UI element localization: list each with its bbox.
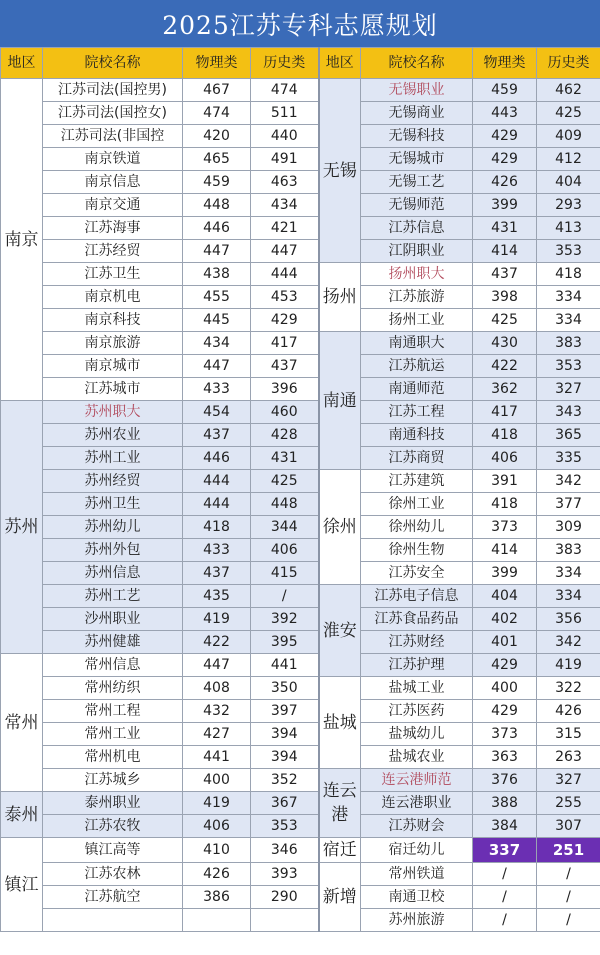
school-name: 苏州旅游 bbox=[361, 909, 473, 932]
school-name: 江苏航空 bbox=[43, 886, 183, 909]
history-score: 327 bbox=[537, 769, 600, 792]
table-row bbox=[1, 654, 600, 677]
history-score: 293 bbox=[537, 194, 600, 217]
school-name: 无锡职业 bbox=[361, 79, 473, 102]
region-cell: 镇江 bbox=[1, 838, 43, 932]
school-name: 江阴职业 bbox=[361, 240, 473, 263]
school-name: 无锡工艺 bbox=[361, 171, 473, 194]
physics-score: 401 bbox=[473, 631, 537, 654]
school-name: 苏州卫生 bbox=[43, 493, 183, 516]
physics-score: 437 bbox=[183, 424, 251, 447]
school-name: 无锡科技 bbox=[361, 125, 473, 148]
school-name: 苏州农业 bbox=[43, 424, 183, 447]
history-score: / bbox=[251, 585, 319, 608]
header-school: 院校名称 bbox=[43, 48, 183, 79]
physics-score: 406 bbox=[473, 447, 537, 470]
region-cell: 泰州 bbox=[1, 792, 43, 838]
school-name: 沙州职业 bbox=[43, 608, 183, 631]
history-score: 395 bbox=[251, 631, 319, 654]
physics-score: 420 bbox=[183, 125, 251, 148]
header-row bbox=[1, 48, 600, 79]
history-score: 463 bbox=[251, 171, 319, 194]
physics-score: 459 bbox=[473, 79, 537, 102]
physics-score: 433 bbox=[183, 539, 251, 562]
history-score: 425 bbox=[537, 102, 600, 125]
school-name: 江苏卫生 bbox=[43, 263, 183, 286]
school-name: 常州信息 bbox=[43, 654, 183, 677]
history-score: 406 bbox=[251, 539, 319, 562]
history-score: 409 bbox=[537, 125, 600, 148]
school-name: 南京旅游 bbox=[43, 332, 183, 355]
school-name: 南京科技 bbox=[43, 309, 183, 332]
history-score: 377 bbox=[537, 493, 600, 516]
physics-score: 438 bbox=[183, 263, 251, 286]
school-name: 江苏农林 bbox=[43, 863, 183, 886]
school-name: 苏州健雄 bbox=[43, 631, 183, 654]
history-score: / bbox=[537, 886, 600, 909]
region-cell: 徐州 bbox=[319, 470, 361, 585]
school-name: 无锡师范 bbox=[361, 194, 473, 217]
table-row bbox=[1, 125, 600, 148]
physics-score: 417 bbox=[473, 401, 537, 424]
physics-score: 445 bbox=[183, 309, 251, 332]
history-score: 315 bbox=[537, 723, 600, 746]
physics-score: 437 bbox=[183, 562, 251, 585]
physics-score: 448 bbox=[183, 194, 251, 217]
physics-score: 337 bbox=[473, 838, 537, 863]
history-score bbox=[251, 909, 319, 932]
history-score: 342 bbox=[537, 470, 600, 493]
region-cell: 南京 bbox=[1, 79, 43, 401]
school-name: 江苏建筑 bbox=[361, 470, 473, 493]
school-name: 苏州工艺 bbox=[43, 585, 183, 608]
table-row bbox=[1, 909, 600, 932]
physics-score: 410 bbox=[183, 838, 251, 863]
history-score: 342 bbox=[537, 631, 600, 654]
school-name: 无锡城市 bbox=[361, 148, 473, 171]
school-name: 南通职大 bbox=[361, 332, 473, 355]
school-name: 宿迁幼儿 bbox=[361, 838, 473, 863]
physics-score: 376 bbox=[473, 769, 537, 792]
history-score: 383 bbox=[537, 539, 600, 562]
physics-score: 425 bbox=[473, 309, 537, 332]
history-score: 353 bbox=[537, 355, 600, 378]
history-score: 431 bbox=[251, 447, 319, 470]
school-name: 南通卫校 bbox=[361, 886, 473, 909]
school-name: 江苏城市 bbox=[43, 378, 183, 401]
history-score: 334 bbox=[537, 562, 600, 585]
table-row bbox=[1, 378, 600, 401]
physics-score: 414 bbox=[473, 240, 537, 263]
physics-score: 437 bbox=[473, 263, 537, 286]
history-score: 429 bbox=[251, 309, 319, 332]
school-name: 徐州工业 bbox=[361, 493, 473, 516]
history-score: 307 bbox=[537, 815, 600, 838]
physics-score: 391 bbox=[473, 470, 537, 493]
region-cell: 扬州 bbox=[319, 263, 361, 332]
header-region: 地区 bbox=[1, 48, 43, 79]
region-cell: 淮安 bbox=[319, 585, 361, 677]
physics-score: 430 bbox=[473, 332, 537, 355]
table-body bbox=[1, 79, 600, 932]
physics-score: 426 bbox=[183, 863, 251, 886]
physics-score: 443 bbox=[473, 102, 537, 125]
physics-score: 404 bbox=[473, 585, 537, 608]
school-name: 盐城工业 bbox=[361, 677, 473, 700]
school-name: 镇江高等 bbox=[43, 838, 183, 863]
history-score: 393 bbox=[251, 863, 319, 886]
table-row bbox=[1, 723, 600, 746]
history-score: 413 bbox=[537, 217, 600, 240]
physics-score: 433 bbox=[183, 378, 251, 401]
school-name: 南京交通 bbox=[43, 194, 183, 217]
physics-score: 399 bbox=[473, 562, 537, 585]
header-physics: 物理类 bbox=[183, 48, 251, 79]
physics-score: 373 bbox=[473, 516, 537, 539]
header-history: 历史类 bbox=[251, 48, 319, 79]
physics-score: 386 bbox=[183, 886, 251, 909]
history-score: 344 bbox=[251, 516, 319, 539]
physics-score: 429 bbox=[473, 654, 537, 677]
table-row bbox=[1, 286, 600, 309]
physics-score: 447 bbox=[183, 654, 251, 677]
header-history: 历史类 bbox=[537, 48, 600, 79]
school-name: 扬州职大 bbox=[361, 263, 473, 286]
physics-score: 446 bbox=[183, 217, 251, 240]
physics-score: 406 bbox=[183, 815, 251, 838]
table-row bbox=[1, 792, 600, 815]
table-row bbox=[1, 309, 600, 332]
history-score: 263 bbox=[537, 746, 600, 769]
history-score: 418 bbox=[537, 263, 600, 286]
table-row bbox=[1, 102, 600, 125]
table-row bbox=[1, 171, 600, 194]
header-region: 地区 bbox=[319, 48, 361, 79]
history-score: 397 bbox=[251, 700, 319, 723]
school-name: 连云港职业 bbox=[361, 792, 473, 815]
school-name: 江苏安全 bbox=[361, 562, 473, 585]
history-score: 367 bbox=[251, 792, 319, 815]
table-row bbox=[1, 769, 600, 792]
physics-score bbox=[183, 909, 251, 932]
school-name: 苏州信息 bbox=[43, 562, 183, 585]
history-score: 334 bbox=[537, 286, 600, 309]
history-score: 453 bbox=[251, 286, 319, 309]
school-name: 江苏司法(国控男) bbox=[43, 79, 183, 102]
history-score: 383 bbox=[537, 332, 600, 355]
school-name: 江苏司法(非国控 bbox=[43, 125, 183, 148]
physics-score: 400 bbox=[473, 677, 537, 700]
region-cell: 常州 bbox=[1, 654, 43, 792]
school-name: 苏州职大 bbox=[43, 401, 183, 424]
history-score: 511 bbox=[251, 102, 319, 125]
history-score: 353 bbox=[537, 240, 600, 263]
school-name: 盐城幼儿 bbox=[361, 723, 473, 746]
school-name: 江苏医药 bbox=[361, 700, 473, 723]
school-name: 南京信息 bbox=[43, 171, 183, 194]
school-name: 苏州外包 bbox=[43, 539, 183, 562]
history-score: 404 bbox=[537, 171, 600, 194]
history-score: 434 bbox=[251, 194, 319, 217]
physics-score: 447 bbox=[183, 240, 251, 263]
physics-score: 418 bbox=[473, 493, 537, 516]
physics-score: 431 bbox=[473, 217, 537, 240]
physics-score: 388 bbox=[473, 792, 537, 815]
school-name: 南京铁道 bbox=[43, 148, 183, 171]
history-score: 353 bbox=[251, 815, 319, 838]
physics-score: 408 bbox=[183, 677, 251, 700]
physics-score: 399 bbox=[473, 194, 537, 217]
history-score: 356 bbox=[537, 608, 600, 631]
region-cell: 南通 bbox=[319, 332, 361, 470]
school-name: 苏州工业 bbox=[43, 447, 183, 470]
history-score: 421 bbox=[251, 217, 319, 240]
school-name: 常州铁道 bbox=[361, 863, 473, 886]
school-name: 江苏海事 bbox=[43, 217, 183, 240]
school-name: 江苏工程 bbox=[361, 401, 473, 424]
region-cell: 宿迁 bbox=[319, 838, 361, 863]
history-score: 346 bbox=[251, 838, 319, 863]
physics-score: 454 bbox=[183, 401, 251, 424]
physics-score: 422 bbox=[473, 355, 537, 378]
school-name: 江苏旅游 bbox=[361, 286, 473, 309]
school-name: 江苏经贸 bbox=[43, 240, 183, 263]
history-score: 440 bbox=[251, 125, 319, 148]
physics-score: 429 bbox=[473, 125, 537, 148]
table-row bbox=[1, 79, 600, 102]
history-score: 322 bbox=[537, 677, 600, 700]
physics-score: 402 bbox=[473, 608, 537, 631]
physics-score: 384 bbox=[473, 815, 537, 838]
school-name: 江苏航运 bbox=[361, 355, 473, 378]
table-row bbox=[1, 493, 600, 516]
physics-score: 414 bbox=[473, 539, 537, 562]
school-name: 江苏护理 bbox=[361, 654, 473, 677]
history-score: 419 bbox=[537, 654, 600, 677]
table-row bbox=[1, 539, 600, 562]
table-row bbox=[1, 217, 600, 240]
school-name: 江苏食品药品 bbox=[361, 608, 473, 631]
history-score: 365 bbox=[537, 424, 600, 447]
physics-score: 398 bbox=[473, 286, 537, 309]
history-score: 255 bbox=[537, 792, 600, 815]
school-name: 南通科技 bbox=[361, 424, 473, 447]
physics-score: 427 bbox=[183, 723, 251, 746]
region-cell: 连云港 bbox=[319, 769, 361, 838]
table-row bbox=[1, 677, 600, 700]
school-name: 江苏商贸 bbox=[361, 447, 473, 470]
table-row bbox=[1, 355, 600, 378]
table-row bbox=[1, 470, 600, 493]
history-score: 352 bbox=[251, 769, 319, 792]
school-name: 江苏电子信息 bbox=[361, 585, 473, 608]
history-score: 425 bbox=[251, 470, 319, 493]
physics-score: 467 bbox=[183, 79, 251, 102]
school-name: 徐州幼儿 bbox=[361, 516, 473, 539]
history-score: 394 bbox=[251, 723, 319, 746]
physics-score: 418 bbox=[473, 424, 537, 447]
physics-score: 373 bbox=[473, 723, 537, 746]
physics-score: 444 bbox=[183, 493, 251, 516]
physics-score: 465 bbox=[183, 148, 251, 171]
history-score: 309 bbox=[537, 516, 600, 539]
physics-score: 363 bbox=[473, 746, 537, 769]
school-name: 南通师范 bbox=[361, 378, 473, 401]
school-name: 南京机电 bbox=[43, 286, 183, 309]
region-cell: 苏州 bbox=[1, 401, 43, 654]
table-row bbox=[1, 562, 600, 585]
history-score: 412 bbox=[537, 148, 600, 171]
physics-score: 474 bbox=[183, 102, 251, 125]
physics-score: 459 bbox=[183, 171, 251, 194]
school-name: 常州工程 bbox=[43, 700, 183, 723]
table-row bbox=[1, 700, 600, 723]
history-score: 491 bbox=[251, 148, 319, 171]
school-name: 常州纺织 bbox=[43, 677, 183, 700]
table-row bbox=[1, 815, 600, 838]
history-score: 437 bbox=[251, 355, 319, 378]
physics-score: 435 bbox=[183, 585, 251, 608]
table-row bbox=[1, 746, 600, 769]
page-title: 2025江苏专科志愿规划 bbox=[0, 0, 600, 47]
history-score: 396 bbox=[251, 378, 319, 401]
region-cell: 盐城 bbox=[319, 677, 361, 769]
physics-score: / bbox=[473, 886, 537, 909]
table-row bbox=[1, 240, 600, 263]
school-name bbox=[43, 909, 183, 932]
history-score: 290 bbox=[251, 886, 319, 909]
table-row bbox=[1, 838, 600, 863]
score-table bbox=[0, 47, 600, 932]
history-score: 251 bbox=[537, 838, 600, 863]
school-name: 南京城市 bbox=[43, 355, 183, 378]
table-row bbox=[1, 608, 600, 631]
table-row bbox=[1, 424, 600, 447]
history-score: 350 bbox=[251, 677, 319, 700]
history-score: 415 bbox=[251, 562, 319, 585]
physics-score: 362 bbox=[473, 378, 537, 401]
school-name: 江苏城乡 bbox=[43, 769, 183, 792]
physics-score: 429 bbox=[473, 148, 537, 171]
table-row bbox=[1, 516, 600, 539]
history-score: 441 bbox=[251, 654, 319, 677]
table-row bbox=[1, 148, 600, 171]
table-row bbox=[1, 194, 600, 217]
history-score: 447 bbox=[251, 240, 319, 263]
header-physics: 物理类 bbox=[473, 48, 537, 79]
history-score: 462 bbox=[537, 79, 600, 102]
school-name: 江苏财经 bbox=[361, 631, 473, 654]
history-score: 417 bbox=[251, 332, 319, 355]
school-name: 泰州职业 bbox=[43, 792, 183, 815]
history-score: 444 bbox=[251, 263, 319, 286]
table-row bbox=[1, 447, 600, 470]
school-name: 江苏司法(国控女) bbox=[43, 102, 183, 125]
history-score: / bbox=[537, 909, 600, 932]
school-name: 无锡商业 bbox=[361, 102, 473, 125]
history-score: / bbox=[537, 863, 600, 886]
physics-score: 444 bbox=[183, 470, 251, 493]
physics-score: / bbox=[473, 863, 537, 886]
physics-score: 455 bbox=[183, 286, 251, 309]
history-score: 392 bbox=[251, 608, 319, 631]
history-score: 394 bbox=[251, 746, 319, 769]
physics-score: 446 bbox=[183, 447, 251, 470]
physics-score: 422 bbox=[183, 631, 251, 654]
school-name: 盐城农业 bbox=[361, 746, 473, 769]
table-row bbox=[1, 332, 600, 355]
history-score: 428 bbox=[251, 424, 319, 447]
physics-score: 426 bbox=[473, 171, 537, 194]
school-name: 苏州幼儿 bbox=[43, 516, 183, 539]
history-score: 334 bbox=[537, 585, 600, 608]
school-name: 常州机电 bbox=[43, 746, 183, 769]
history-score: 335 bbox=[537, 447, 600, 470]
table-row bbox=[1, 863, 600, 886]
school-name: 江苏农牧 bbox=[43, 815, 183, 838]
history-score: 343 bbox=[537, 401, 600, 424]
table-row bbox=[1, 263, 600, 286]
physics-score: 419 bbox=[183, 792, 251, 815]
physics-score: 429 bbox=[473, 700, 537, 723]
school-name: 江苏财会 bbox=[361, 815, 473, 838]
history-score: 474 bbox=[251, 79, 319, 102]
school-name: 徐州生物 bbox=[361, 539, 473, 562]
physics-score: 400 bbox=[183, 769, 251, 792]
physics-score: 432 bbox=[183, 700, 251, 723]
history-score: 426 bbox=[537, 700, 600, 723]
table-row bbox=[1, 401, 600, 424]
physics-score: 447 bbox=[183, 355, 251, 378]
table-row bbox=[1, 886, 600, 909]
table-row bbox=[1, 585, 600, 608]
region-cell: 无锡 bbox=[319, 79, 361, 263]
school-name: 常州工业 bbox=[43, 723, 183, 746]
physics-score: / bbox=[473, 909, 537, 932]
physics-score: 441 bbox=[183, 746, 251, 769]
school-name: 苏州经贸 bbox=[43, 470, 183, 493]
physics-score: 434 bbox=[183, 332, 251, 355]
table-row bbox=[1, 631, 600, 654]
school-name: 扬州工业 bbox=[361, 309, 473, 332]
history-score: 448 bbox=[251, 493, 319, 516]
physics-score: 418 bbox=[183, 516, 251, 539]
school-name: 连云港师范 bbox=[361, 769, 473, 792]
history-score: 460 bbox=[251, 401, 319, 424]
region-cell: 新增 bbox=[319, 863, 361, 932]
school-name: 江苏信息 bbox=[361, 217, 473, 240]
header-school: 院校名称 bbox=[361, 48, 473, 79]
history-score: 334 bbox=[537, 309, 600, 332]
history-score: 327 bbox=[537, 378, 600, 401]
physics-score: 419 bbox=[183, 608, 251, 631]
